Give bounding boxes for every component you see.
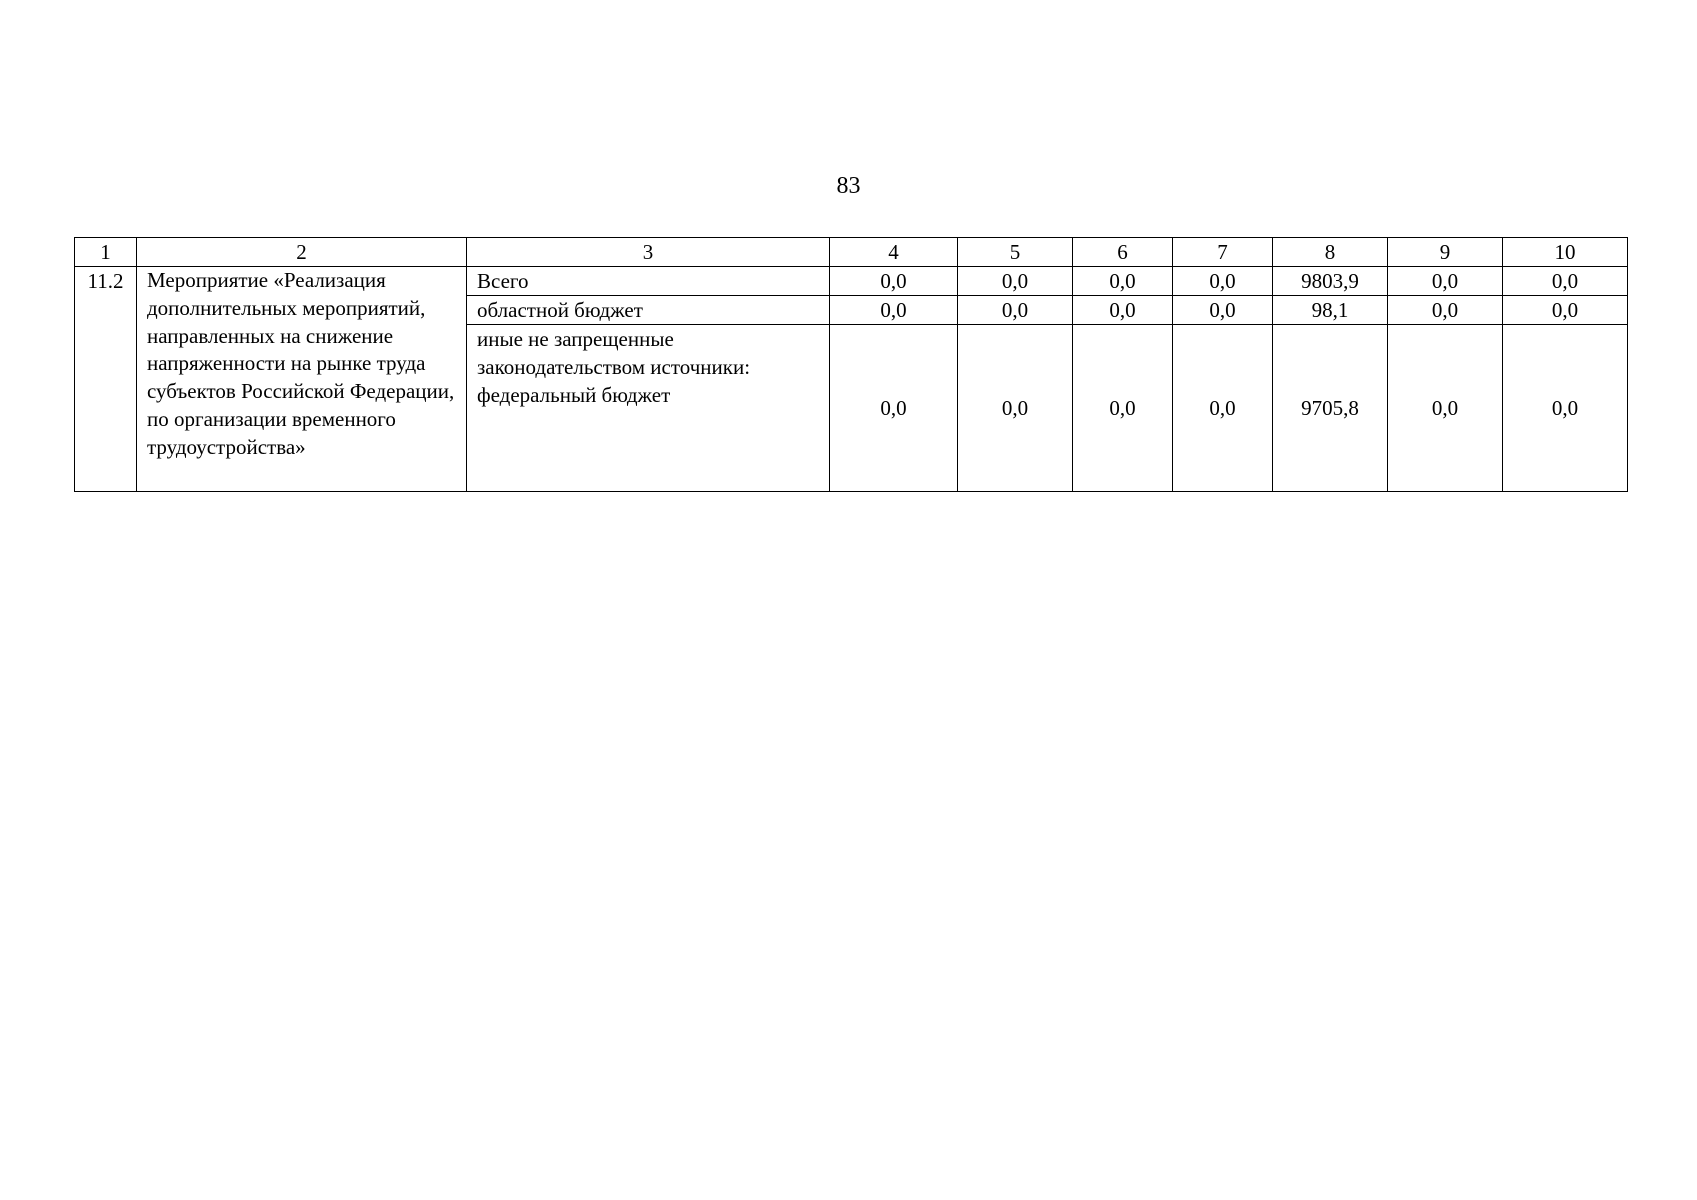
column-header: 10: [1503, 238, 1628, 267]
value-cell: 0,0: [1388, 296, 1503, 325]
column-header: 5: [958, 238, 1073, 267]
column-header: 6: [1073, 238, 1173, 267]
value-cell: 0,0: [1503, 267, 1628, 296]
column-header: 8: [1273, 238, 1388, 267]
value-cell: 0,0: [1073, 325, 1173, 492]
value-cell: 0,0: [1173, 325, 1273, 492]
value-cell: 9803,9: [1273, 267, 1388, 296]
item-code: 11.2: [75, 267, 137, 492]
value-cell: 0,0: [958, 267, 1073, 296]
value-cell: 0,0: [830, 325, 958, 492]
column-header: 2: [137, 238, 467, 267]
funding-source: Всего: [467, 267, 830, 296]
page-number: 83: [836, 173, 861, 199]
column-header: 7: [1173, 238, 1273, 267]
table-header-row: [75, 238, 1628, 267]
column-header: 4: [830, 238, 958, 267]
value-cell: 0,0: [1073, 296, 1173, 325]
value-cell: 0,0: [1503, 325, 1628, 492]
value-cell: 0,0: [1173, 267, 1273, 296]
value-cell: 0,0: [830, 296, 958, 325]
column-header: 9: [1388, 238, 1503, 267]
column-header: 3: [467, 238, 830, 267]
value-cell: 0,0: [958, 325, 1073, 492]
value-cell: 0,0: [1503, 296, 1628, 325]
value-cell: 0,0: [1073, 267, 1173, 296]
funding-source: иные не запрещенные законодательством источники: федеральный бюджет: [467, 325, 830, 492]
value-cell: 0,0: [1173, 296, 1273, 325]
funding-source: областной бюджет: [467, 296, 830, 325]
value-cell: 0,0: [958, 296, 1073, 325]
column-header: 1: [75, 238, 137, 267]
value-cell: 9705,8: [1273, 325, 1388, 492]
budget-table: [74, 237, 1628, 492]
value-cell: 0,0: [1388, 267, 1503, 296]
value-cell: 0,0: [1388, 325, 1503, 492]
item-name: Мероприятие «Реализация дополнительных мероприятий, направленных на снижение напряженности на рынке труда субъектов Российской Федерации, по организации временного трудоустройства»: [137, 267, 467, 492]
table-row: [75, 267, 1628, 296]
value-cell: 98,1: [1273, 296, 1388, 325]
value-cell: 0,0: [830, 267, 958, 296]
